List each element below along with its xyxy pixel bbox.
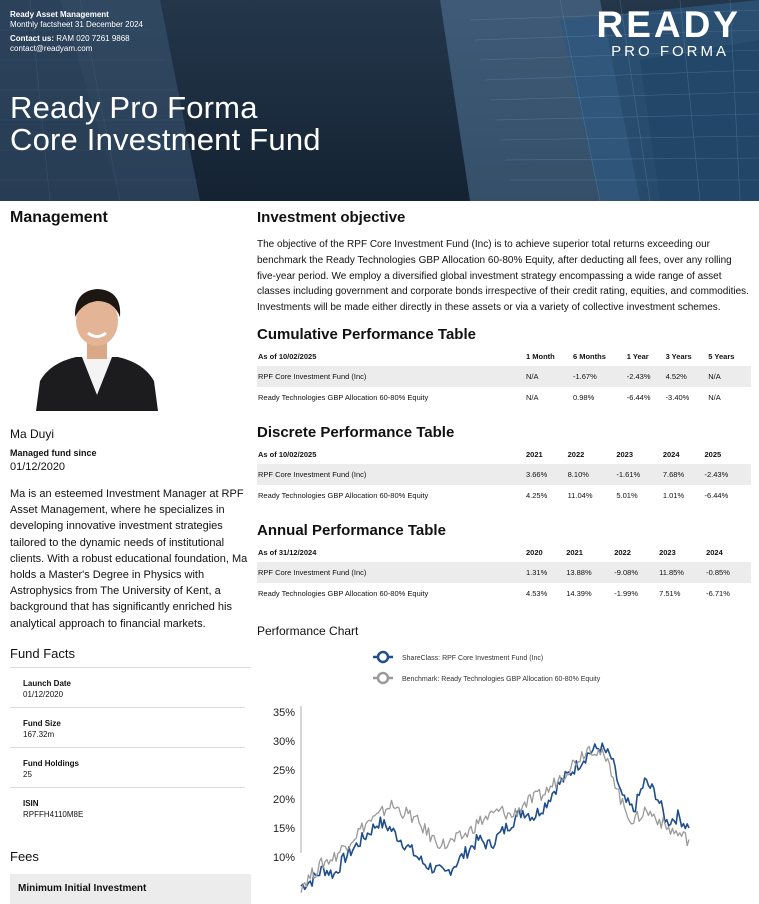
ready-logo [596, 6, 741, 60]
performance-chart-title: Performance Chart [257, 623, 359, 638]
column-header: 3 Years [665, 351, 692, 361]
row-name: RPF Core Investment Fund (Inc) [257, 366, 526, 387]
managed-since-date: 01/12/2020 [10, 461, 66, 473]
column-header: 5 Years [708, 351, 735, 361]
contact-email[interactable]: contact@readyam.com [10, 44, 93, 53]
cell: -6.71% [706, 588, 730, 598]
annual-performance-section [257, 522, 751, 604]
cell: -6.44% [626, 392, 651, 402]
fact-fund-holdings [10, 748, 245, 788]
cell: -6.44% [704, 490, 729, 500]
cell: 8.10% [568, 464, 617, 485]
as-of: As of 31/12/2024 [258, 547, 317, 557]
cell: 0.98% [572, 392, 595, 402]
row-name: Ready Technologies GBP Allocation 60-80% Equity [258, 392, 429, 402]
fund-facts-heading: Fund Facts [10, 646, 251, 668]
fact-value: 01/12/2020 [23, 689, 64, 699]
cell: 7.51% [659, 588, 681, 598]
column-header: 1 Year [626, 351, 649, 361]
manager-photo [36, 277, 158, 411]
right-column [257, 201, 751, 864]
cell: 5.01% [616, 490, 638, 500]
fees-row-minimum-initial-investment: Minimum Initial Investment [10, 874, 251, 904]
as-of: As of 10/02/2025 [258, 351, 317, 361]
manager-bio: Ma is an esteemed Investment Manager at RPF Asset Management, where he specializes in developing innovative investment strategies tailored to the dynamic needs of institutional clients. With a robust educational foundation, Ma holds a Master's Degree in Physics with Astrophysics from The University of Kent, a background that has significantly enriched his analytical approach to financial markets. [10, 488, 248, 630]
cell: 1.01% [662, 490, 685, 500]
legend-marker [378, 673, 388, 683]
cell: -1.99% [614, 588, 638, 598]
table-row [257, 562, 751, 583]
management-heading: Management [10, 209, 108, 226]
cumulative-performance-section [257, 326, 751, 408]
cell: 1.31% [526, 562, 566, 583]
y-tick-label: 35% [272, 706, 295, 719]
cell: -1.61% [616, 464, 663, 485]
discrete-table [257, 445, 751, 506]
cell: N/A [526, 366, 573, 387]
column-header: 2022 [614, 547, 631, 557]
column-header: 2023 [659, 547, 676, 557]
fund-facts-list [10, 668, 251, 827]
discrete-performance-section [257, 424, 751, 506]
table-row [257, 583, 751, 604]
row-name: RPF Core Investment Fund (Inc) [257, 464, 526, 485]
performance-chart [257, 638, 751, 864]
cell: -1.67% [573, 366, 627, 387]
column-header: 2022 [567, 449, 585, 459]
benchmark-series-line [301, 746, 689, 892]
left-column [10, 201, 251, 904]
column-header: 2023 [616, 449, 634, 459]
fact-fund-size [10, 708, 245, 748]
annual-table [257, 543, 751, 604]
cell: -9.08% [614, 562, 659, 583]
annual-heading: Annual Performance Table [257, 521, 446, 539]
fund-title [10, 92, 321, 156]
logo-bottom: PRO FORMA [611, 43, 729, 60]
cell: N/A [526, 392, 539, 402]
fact-value: 167.32m [23, 729, 55, 739]
fund-title-line2: Core Investment Fund [10, 122, 321, 157]
column-header: 2021 [566, 547, 583, 557]
table-row [257, 366, 751, 387]
factsheet-date: Monthly factsheet 31 December 2024 [10, 20, 143, 29]
row-name: RPF Core Investment Fund (Inc) [257, 562, 526, 583]
cell: N/A [708, 366, 751, 387]
fact-isin [10, 788, 245, 827]
cell: 14.39% [566, 588, 592, 598]
discrete-heading: Discrete Performance Table [257, 423, 455, 441]
table-header-row [257, 543, 751, 562]
y-tick-label: 30% [272, 735, 295, 748]
objective-heading: Investment objective [257, 209, 406, 226]
table-header-row [257, 445, 751, 464]
legend-label: Benchmark: Ready Technologies GBP Allocation 60-80% Equity [402, 675, 601, 683]
column-header: 2020 [526, 547, 543, 557]
contact-phone: RAM 020 7261 9868 [56, 34, 130, 43]
table-header-row [257, 347, 751, 366]
company-name: Ready Asset Management [10, 10, 109, 19]
table-row [257, 464, 751, 485]
logo-top: READY [596, 4, 741, 45]
objective-text: The objective of the RPF Core Investment Fund (Inc) is to achieve superior total returns exceeding our benchmark the Ready Technologies GBP Allocation 60-80% Equity, after deducting all fees, over any rolling five-year period. We employ a diversified global investment strategy encompassing a wide range of asset classes including government and corporate bonds irrespective of their credit rating, equities, and commodities. Investments will be made either directly in these assets or via a variety of collective investment schemes. [257, 239, 749, 314]
fact-label: ISIN [23, 798, 39, 808]
column-header: 1 Month [526, 351, 555, 361]
y-tick-label: 10% [272, 851, 295, 864]
row-name: Ready Technologies GBP Allocation 60-80% Equity [258, 490, 429, 500]
table-row [257, 485, 751, 506]
cell: 11.85% [659, 562, 706, 583]
row-name: Ready Technologies GBP Allocation 60-80% Equity [258, 588, 429, 598]
managed-since-label: Managed fund since [10, 448, 97, 458]
cell: 3.66% [526, 464, 568, 485]
fees-heading: Fees [10, 848, 39, 864]
cell: 11.04% [567, 490, 593, 500]
cell: 4.25% [526, 490, 548, 500]
cell: N/A [708, 392, 721, 402]
cell: -2.43% [627, 366, 666, 387]
cell: 4.52% [666, 366, 709, 387]
table-row [257, 387, 751, 408]
legend-label: ShareClass: RPF Core Investment Fund (Inc) [402, 654, 544, 662]
cumulative-table [257, 347, 751, 408]
column-header: 6 Months [572, 351, 606, 361]
fact-label: Fund Size [23, 718, 61, 728]
fact-value: 25 [23, 769, 32, 779]
cumulative-heading: Cumulative Performance Table [257, 325, 476, 343]
column-header: 2025 [704, 449, 722, 459]
contact-label: Contact us: [10, 34, 54, 43]
cell: -2.43% [704, 464, 751, 485]
fact-launch-date [10, 668, 245, 708]
manager-name: Ma Duyi [10, 427, 55, 441]
legend-marker [378, 652, 388, 662]
column-header: 2024 [706, 547, 723, 557]
fund-series-line [301, 743, 689, 889]
y-tick-label: 15% [272, 822, 295, 835]
cell: 7.68% [663, 464, 705, 485]
fund-title-line1: Ready Pro Forma [10, 90, 258, 125]
fact-label: Launch Date [23, 678, 72, 688]
y-tick-label: 25% [272, 764, 295, 777]
fact-label: Fund Holdings [23, 758, 79, 768]
hero-banner [0, 0, 759, 201]
cell: 13.88% [566, 562, 614, 583]
as-of: As of 10/02/2025 [258, 449, 317, 459]
cell: 4.53% [526, 588, 548, 598]
y-tick-label: 20% [272, 793, 295, 806]
cell: -3.40% [665, 392, 690, 402]
column-header: 2021 [526, 449, 543, 459]
cell: -0.85% [706, 562, 751, 583]
fact-value: RPFFH4110M8E [23, 809, 84, 819]
header-info [10, 10, 143, 54]
column-header: 2024 [662, 449, 680, 459]
